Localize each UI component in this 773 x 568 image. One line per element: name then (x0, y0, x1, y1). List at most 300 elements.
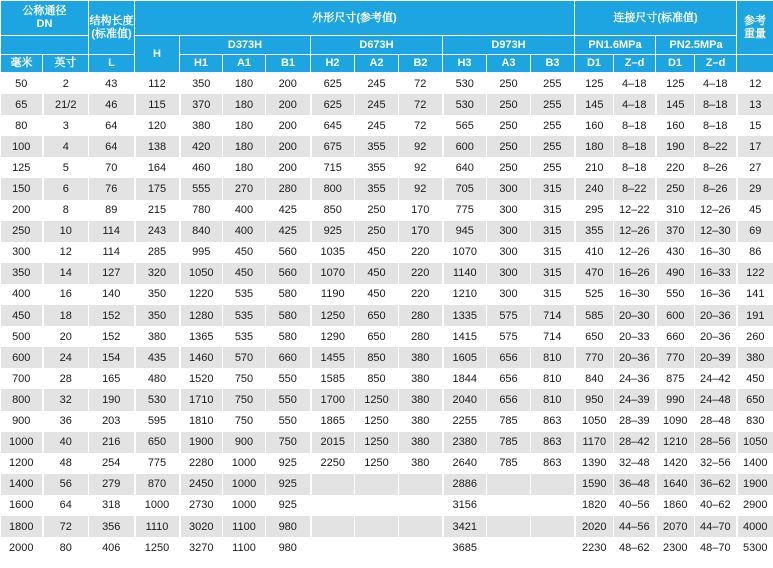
cell-zd-pn16: 16–30 (614, 284, 656, 305)
cell-height-h: 115 (135, 94, 180, 115)
cell-h2: 1035 (311, 242, 355, 263)
cell-a2: 850 (355, 347, 399, 368)
cell-h3: 1844 (443, 368, 487, 389)
cell-weight: 141 (737, 284, 773, 305)
cell-zd-pn25: 36–62 (695, 474, 737, 495)
cell-d1-pn25: 990 (656, 389, 695, 410)
cell-h2: 1070 (311, 263, 355, 284)
cell-zd-pn25: 8–26 (695, 157, 737, 178)
cell-d1-pn25: 145 (656, 94, 695, 115)
cell-d1-pn25: 1860 (656, 495, 695, 516)
table-row (1, 200, 773, 221)
cell-b1: 200 (266, 73, 311, 95)
cell-a1: 180 (223, 157, 266, 178)
cell-h3: 1210 (443, 284, 487, 305)
cell-weight: 45 (737, 200, 773, 221)
cell-dn-mm: 1000 (1, 432, 43, 453)
cell-dn-inch: 72 (43, 516, 89, 537)
cell-zd-pn25: 32–56 (695, 453, 737, 474)
cell-weight: 5300 (737, 537, 773, 558)
cell-zd-pn16: 28–42 (614, 432, 656, 453)
cell-d1-pn16: 585 (575, 305, 614, 326)
cell-zd-pn25: 8–18 (695, 94, 737, 115)
cell-dn-mm: 1200 (1, 453, 43, 474)
cell-dn-mm: 65 (1, 94, 43, 115)
cell-a3 (487, 516, 531, 537)
cell-b2: 380 (399, 411, 443, 432)
cell-b3: 863 (531, 432, 575, 453)
cell-d1-pn25: 660 (656, 326, 695, 347)
cell-a1: 450 (223, 263, 266, 284)
table-body (1, 73, 773, 559)
header-nominal-diameter: 公称通径 DN (1, 1, 89, 36)
cell-h3: 2255 (443, 411, 487, 432)
header-a1: A1 (223, 55, 266, 73)
cell-a3: 250 (487, 73, 531, 95)
cell-h1: 840 (180, 221, 223, 242)
cell-h1: 1520 (180, 368, 223, 389)
cell-h3: 3421 (443, 516, 487, 537)
cell-b2: 220 (399, 242, 443, 263)
cell-a3: 250 (487, 94, 531, 115)
cell-b2: 220 (399, 263, 443, 284)
table-row (1, 368, 773, 389)
cell-h1: 350 (180, 73, 223, 95)
cell-a1: 1000 (223, 453, 266, 474)
cell-dn-mm: 300 (1, 242, 43, 263)
cell-zd-pn25: 20–36 (695, 305, 737, 326)
cell-a3: 300 (487, 221, 531, 242)
cell-zd-pn16: 8–18 (614, 115, 656, 136)
table-row (1, 516, 773, 537)
cell-dn-inch: 80 (43, 537, 89, 558)
cell-height-h: 870 (135, 474, 180, 495)
header-d1-pn25: D1 (656, 55, 695, 73)
cell-zd-pn16: 16–26 (614, 263, 656, 284)
cell-h1: 2280 (180, 453, 223, 474)
cell-h1: 3020 (180, 516, 223, 537)
cell-dn-inch: 40 (43, 432, 89, 453)
cell-d1-pn16: 1820 (575, 495, 614, 516)
cell-length-l: 43 (89, 73, 135, 95)
cell-dn-inch: 6 (43, 178, 89, 199)
cell-h1: 1810 (180, 411, 223, 432)
cell-h2: 1455 (311, 347, 355, 368)
cell-dn-inch: 14 (43, 263, 89, 284)
cell-length-l: 216 (89, 432, 135, 453)
cell-b3: 255 (531, 94, 575, 115)
cell-a1: 180 (223, 73, 266, 95)
cell-a3: 250 (487, 157, 531, 178)
cell-d1-pn25: 2300 (656, 537, 695, 558)
cell-h2: 800 (311, 178, 355, 199)
cell-weight: 15 (737, 115, 773, 136)
cell-length-l: 254 (89, 453, 135, 474)
cell-a1: 1000 (223, 474, 266, 495)
cell-zd-pn16: 12–26 (614, 221, 656, 242)
cell-zd-pn16: 8–22 (614, 178, 656, 199)
cell-a3: 575 (487, 326, 531, 347)
cell-height-h: 595 (135, 411, 180, 432)
cell-zd-pn16: 20–30 (614, 305, 656, 326)
header-h2: H2 (311, 55, 355, 73)
cell-a2: 850 (355, 368, 399, 389)
cell-a1: 535 (223, 326, 266, 347)
cell-length-l: 203 (89, 411, 135, 432)
header-zd-pn25: Z–d (695, 55, 737, 73)
cell-b1: 200 (266, 157, 311, 178)
cell-h2: 1700 (311, 389, 355, 410)
cell-height-h: 164 (135, 157, 180, 178)
cell-h1: 370 (180, 94, 223, 115)
cell-b2: 380 (399, 453, 443, 474)
cell-a3: 250 (487, 115, 531, 136)
cell-b3: 863 (531, 411, 575, 432)
table-row (1, 432, 773, 453)
cell-zd-pn16: 24–39 (614, 389, 656, 410)
cell-dn-mm: 450 (1, 305, 43, 326)
cell-height-h: 112 (135, 73, 180, 95)
header-d973h: D973H (443, 36, 575, 55)
table-row (1, 495, 773, 516)
cell-a3: 300 (487, 200, 531, 221)
cell-a1: 450 (223, 242, 266, 263)
cell-dn-inch: 8 (43, 200, 89, 221)
cell-a3: 250 (487, 136, 531, 157)
cell-zd-pn25: 16–33 (695, 263, 737, 284)
cell-zd-pn25: 8–18 (695, 115, 737, 136)
cell-zd-pn16: 4–18 (614, 73, 656, 95)
header-mm: 毫米 (1, 55, 43, 73)
cell-d1-pn16: 2230 (575, 537, 614, 558)
cell-weight: 380 (737, 347, 773, 368)
cell-dn-inch: 4 (43, 136, 89, 157)
cell-b2: 92 (399, 157, 443, 178)
cell-d1-pn25: 1420 (656, 453, 695, 474)
cell-b1: 550 (266, 411, 311, 432)
cell-a2: 355 (355, 136, 399, 157)
cell-weight: 69 (737, 221, 773, 242)
cell-h2: 2015 (311, 432, 355, 453)
cell-dn-mm: 1600 (1, 495, 43, 516)
cell-length-l: 70 (89, 157, 135, 178)
cell-h1: 3270 (180, 537, 223, 558)
table-row (1, 263, 773, 284)
cell-zd-pn16: 28–39 (614, 411, 656, 432)
cell-zd-pn16: 44–56 (614, 516, 656, 537)
cell-a1: 570 (223, 347, 266, 368)
table-row (1, 411, 773, 432)
cell-dn-mm: 1400 (1, 474, 43, 495)
cell-h2: 675 (311, 136, 355, 157)
header-dn-blank (1, 36, 89, 55)
header-b1: B1 (266, 55, 311, 73)
cell-weight: 27 (737, 157, 773, 178)
cell-h3: 565 (443, 115, 487, 136)
cell-b1: 425 (266, 200, 311, 221)
cell-b1: 550 (266, 389, 311, 410)
cell-d1-pn16: 240 (575, 178, 614, 199)
cell-h2: 1250 (311, 305, 355, 326)
cell-b2: 92 (399, 178, 443, 199)
cell-height-h: 120 (135, 115, 180, 136)
cell-a3: 656 (487, 368, 531, 389)
cell-height-h: 243 (135, 221, 180, 242)
cell-h1: 1900 (180, 432, 223, 453)
cell-d1-pn16: 1170 (575, 432, 614, 453)
cell-height-h: 480 (135, 368, 180, 389)
cell-zd-pn25: 20–39 (695, 347, 737, 368)
cell-zd-pn25: 44–70 (695, 516, 737, 537)
cell-h2: 625 (311, 94, 355, 115)
table-row (1, 157, 773, 178)
cell-a2: 355 (355, 178, 399, 199)
cell-dn-inch: 10 (43, 221, 89, 242)
cell-a1: 400 (223, 221, 266, 242)
cell-h3: 775 (443, 200, 487, 221)
cell-d1-pn25: 490 (656, 263, 695, 284)
cell-h3: 530 (443, 73, 487, 95)
cell-b3: 255 (531, 157, 575, 178)
cell-d1-pn25: 125 (656, 73, 695, 95)
cell-dn-inch: 3 (43, 115, 89, 136)
cell-d1-pn16: 525 (575, 284, 614, 305)
cell-b1: 660 (266, 347, 311, 368)
cell-a1: 180 (223, 94, 266, 115)
cell-a1: 535 (223, 284, 266, 305)
cell-zd-pn25: 12–26 (695, 200, 737, 221)
cell-weight: 1400 (737, 453, 773, 474)
cell-a3: 300 (487, 178, 531, 199)
cell-a2: 450 (355, 263, 399, 284)
cell-dn-mm: 700 (1, 368, 43, 389)
cell-b3: 810 (531, 347, 575, 368)
cell-length-l: 279 (89, 474, 135, 495)
header-h1: H1 (180, 55, 223, 73)
cell-h3: 1335 (443, 305, 487, 326)
cell-a2 (355, 474, 399, 495)
cell-d1-pn16: 770 (575, 347, 614, 368)
cell-dn-mm: 1800 (1, 516, 43, 537)
header-inch: 英寸 (43, 55, 89, 73)
cell-dn-inch: 2 (43, 73, 89, 95)
cell-h2: 2250 (311, 453, 355, 474)
cell-d1-pn25: 1210 (656, 432, 695, 453)
cell-dn-inch: 36 (43, 411, 89, 432)
cell-h3: 1415 (443, 326, 487, 347)
cell-a2: 245 (355, 73, 399, 95)
cell-b1: 560 (266, 263, 311, 284)
cell-a2: 650 (355, 305, 399, 326)
header-outline-dimensions: 外形尺寸(参考值) (135, 1, 575, 36)
cell-b3: 315 (531, 284, 575, 305)
cell-zd-pn16: 20–36 (614, 347, 656, 368)
cell-a1: 400 (223, 200, 266, 221)
cell-height-h: 530 (135, 389, 180, 410)
table-row (1, 305, 773, 326)
cell-length-l: 165 (89, 368, 135, 389)
cell-a2: 250 (355, 200, 399, 221)
cell-b3: 714 (531, 305, 575, 326)
cell-h2: 925 (311, 221, 355, 242)
cell-b2: 72 (399, 115, 443, 136)
cell-a1: 750 (223, 389, 266, 410)
cell-b3 (531, 495, 575, 516)
cell-weight: 191 (737, 305, 773, 326)
table-row (1, 347, 773, 368)
cell-b1: 280 (266, 178, 311, 199)
cell-zd-pn25: 16–36 (695, 284, 737, 305)
cell-length-l: 64 (89, 115, 135, 136)
cell-zd-pn25: 20–36 (695, 326, 737, 347)
cell-a1: 270 (223, 178, 266, 199)
cell-d1-pn25: 160 (656, 115, 695, 136)
cell-h1: 555 (180, 178, 223, 199)
cell-zd-pn25: 8–22 (695, 136, 737, 157)
cell-a2: 650 (355, 326, 399, 347)
cell-h3: 2380 (443, 432, 487, 453)
cell-dn-mm: 800 (1, 389, 43, 410)
cell-d1-pn16: 950 (575, 389, 614, 410)
cell-length-l: 318 (89, 495, 135, 516)
table-row (1, 474, 773, 495)
cell-h2: 850 (311, 200, 355, 221)
cell-weight: 13 (737, 94, 773, 115)
cell-dn-mm: 500 (1, 326, 43, 347)
cell-h3: 705 (443, 178, 487, 199)
cell-weight: 450 (737, 368, 773, 389)
cell-b1: 560 (266, 242, 311, 263)
cell-b3: 810 (531, 368, 575, 389)
cell-b3: 714 (531, 326, 575, 347)
table-row (1, 221, 773, 242)
cell-h3: 2640 (443, 453, 487, 474)
table-row (1, 242, 773, 263)
cell-a2: 355 (355, 157, 399, 178)
cell-h1: 380 (180, 115, 223, 136)
cell-b1: 580 (266, 305, 311, 326)
cell-height-h: 435 (135, 347, 180, 368)
cell-a3: 300 (487, 284, 531, 305)
cell-a1: 1000 (223, 495, 266, 516)
cell-dn-inch: 56 (43, 474, 89, 495)
cell-d1-pn25: 250 (656, 178, 695, 199)
table-header (1, 1, 773, 73)
cell-b2 (399, 474, 443, 495)
cell-h1: 1365 (180, 326, 223, 347)
cell-weight: 29 (737, 178, 773, 199)
cell-height-h: 350 (135, 305, 180, 326)
cell-h2: 645 (311, 115, 355, 136)
cell-d1-pn16: 650 (575, 326, 614, 347)
cell-zd-pn16: 8–18 (614, 136, 656, 157)
cell-b2: 380 (399, 389, 443, 410)
cell-b1: 925 (266, 474, 311, 495)
cell-d1-pn25: 220 (656, 157, 695, 178)
cell-b3: 315 (531, 242, 575, 263)
header-pn16: PN1.6MPa (575, 36, 656, 55)
cell-a1: 750 (223, 368, 266, 389)
header-reference-weight: 参考 重量 (737, 1, 773, 55)
cell-zd-pn25: 48–70 (695, 537, 737, 558)
cell-a3: 300 (487, 242, 531, 263)
cell-a1: 180 (223, 136, 266, 157)
cell-d1-pn16: 410 (575, 242, 614, 263)
cell-h2: 1190 (311, 284, 355, 305)
cell-a3 (487, 537, 531, 558)
cell-a2 (355, 537, 399, 558)
cell-d1-pn16: 125 (575, 73, 614, 95)
cell-h3: 1605 (443, 347, 487, 368)
cell-d1-pn16: 160 (575, 115, 614, 136)
cell-h1: 420 (180, 136, 223, 157)
cell-a1: 180 (223, 115, 266, 136)
cell-b2: 220 (399, 284, 443, 305)
cell-weight: 17 (737, 136, 773, 157)
cell-h1: 2730 (180, 495, 223, 516)
table-row (1, 537, 773, 558)
cell-b2: 280 (399, 305, 443, 326)
cell-d1-pn25: 370 (656, 221, 695, 242)
cell-a3 (487, 474, 531, 495)
cell-h1: 1460 (180, 347, 223, 368)
cell-h2 (311, 537, 355, 558)
cell-d1-pn25: 875 (656, 368, 695, 389)
cell-length-l: 89 (89, 200, 135, 221)
cell-a1: 750 (223, 411, 266, 432)
table-row (1, 389, 773, 410)
cell-weight: 86 (737, 242, 773, 263)
cell-h3: 2040 (443, 389, 487, 410)
cell-a1: 900 (223, 432, 266, 453)
cell-dn-inch: 5 (43, 157, 89, 178)
cell-dn-inch: 21/2 (43, 94, 89, 115)
cell-height-h: 320 (135, 263, 180, 284)
cell-b1: 200 (266, 94, 311, 115)
cell-weight: 2900 (737, 495, 773, 516)
cell-zd-pn25: 28–48 (695, 411, 737, 432)
cell-a2: 245 (355, 94, 399, 115)
cell-h1: 460 (180, 157, 223, 178)
cell-dn-mm: 600 (1, 347, 43, 368)
cell-height-h: 775 (135, 453, 180, 474)
header-zd-pn16: Z–d (614, 55, 656, 73)
cell-height-h: 1250 (135, 537, 180, 558)
cell-zd-pn16: 48–62 (614, 537, 656, 558)
cell-height-h: 138 (135, 136, 180, 157)
cell-b2 (399, 495, 443, 516)
table-row (1, 73, 773, 95)
cell-b3: 255 (531, 73, 575, 95)
cell-h2: 1290 (311, 326, 355, 347)
cell-h2: 1865 (311, 411, 355, 432)
cell-dn-mm: 80 (1, 115, 43, 136)
cell-dn-mm: 400 (1, 284, 43, 305)
cell-h3: 1070 (443, 242, 487, 263)
cell-length-l: 190 (89, 389, 135, 410)
header-d673h: D673H (311, 36, 443, 55)
cell-d1-pn25: 430 (656, 242, 695, 263)
header-h: H (135, 36, 180, 73)
cell-a2: 245 (355, 115, 399, 136)
cell-b3: 315 (531, 178, 575, 199)
header-l: L (89, 55, 135, 73)
cell-h2: 1585 (311, 368, 355, 389)
cell-zd-pn25: 12–30 (695, 221, 737, 242)
header-d1-pn16: D1 (575, 55, 614, 73)
cell-a2: 1250 (355, 411, 399, 432)
cell-a3: 575 (487, 305, 531, 326)
